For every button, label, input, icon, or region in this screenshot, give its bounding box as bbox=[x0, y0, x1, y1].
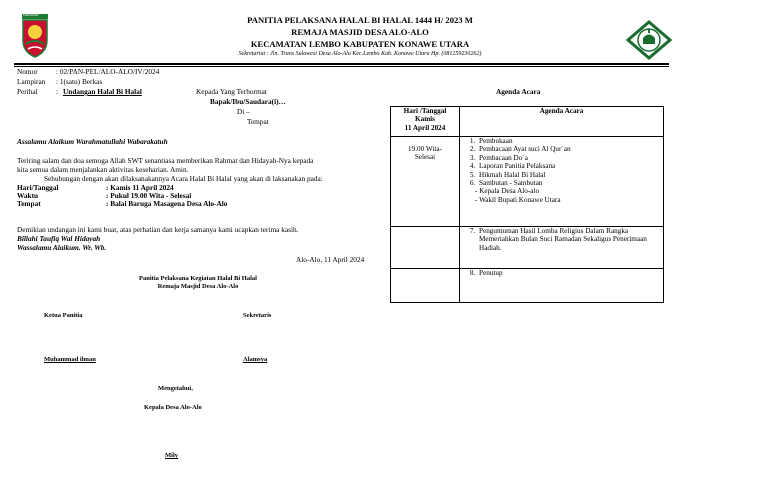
agenda-time-cell: 19.00 Wita- Selesai bbox=[391, 137, 460, 227]
org-line2: Remaja Masjid Desa Alo-Alo bbox=[157, 283, 239, 290]
agenda-table bbox=[390, 106, 664, 303]
org-line1: Panitia Pelaksana Kegiatan Halal Bi Halal bbox=[139, 275, 257, 282]
agenda-item: 6. Sambutan - Sambutan bbox=[477, 179, 660, 187]
closing-text: Demikian undangan ini kami buat, atas perhatian dan kerja samanya kami ucapkan terima kasih. bbox=[17, 225, 299, 234]
kabupaten-logo bbox=[20, 14, 50, 58]
known-label: Mengetahui, bbox=[158, 385, 193, 392]
recipient-line3: Di – bbox=[237, 107, 250, 116]
perihal-colon: : bbox=[56, 87, 59, 96]
kades-name: Mily bbox=[165, 452, 178, 459]
detail-date-value: : Kamis 11 April 2024 bbox=[106, 183, 174, 192]
place-date: Alo-Alo, 11 April 2024 bbox=[296, 255, 365, 264]
recipient-line4: Tempat bbox=[247, 117, 269, 126]
closing-salam: Wassalamu Alaikum. Wr. Wb. bbox=[17, 243, 107, 252]
recipient-line1: Kepada Yang Terhormat bbox=[196, 87, 267, 96]
agenda-item-7-cell bbox=[460, 227, 664, 269]
body-para1-a: Teriring salam dan doa semoga Allah SWT senantiasa memberikan Rahmat dan Hidayah-Nya kepada bbox=[17, 156, 314, 165]
agenda-sub-item: - Kepala Desa Alo-alo bbox=[473, 187, 660, 195]
recipient-line2: Bapak/Ibu/Saudara(i)… bbox=[210, 97, 286, 106]
detail-place-value: : Balai Baruga Masagena Desa Alo-Alo bbox=[106, 199, 228, 208]
kades-title: Kepala Desa Alo-Alo bbox=[144, 404, 202, 411]
agenda-item: 4. Laporan Panitia Pelaksana bbox=[477, 162, 660, 170]
greeting: Assalamu Alaikum Warahmatullahi Wabarakatuh bbox=[17, 137, 168, 146]
detail-place-label: Tempat bbox=[17, 199, 41, 208]
sig-sekretaris-title: Sekretaris bbox=[243, 312, 272, 319]
agenda-items-cell bbox=[460, 137, 664, 227]
header-line1: PANITIA PELAKSANA HALAL BI HALAL 1444 H/ 2023 M bbox=[247, 15, 473, 25]
lampiran-label: Lampiran bbox=[17, 77, 46, 86]
agenda-title: Agenda Acara bbox=[496, 87, 541, 96]
sig-ketua-title: Ketua Panitia bbox=[44, 312, 83, 319]
agenda-item: 7. Pengumuman Hasil Lomba Religius Dalam Rangka Memeriahkan Bulan Suci Ramadan Sekaligus Penerimaan Hadiah. bbox=[477, 227, 660, 252]
detail-time-value: : Pukul 19.00 Wita - Selesai bbox=[106, 191, 192, 200]
header-rule-thick bbox=[14, 63, 669, 65]
agenda-item-8-cell bbox=[460, 269, 664, 303]
nomor-label: Nomor bbox=[17, 67, 38, 76]
remaja-masjid-logo bbox=[626, 20, 672, 60]
body-para1-b: kita semua dalam menjalankan aktivitas keseharian. Amin. bbox=[17, 165, 189, 174]
agenda-sub-item: - Wakil Bupati Konawe Utara bbox=[473, 196, 660, 204]
header-line2: REMAJA MASJID DESA ALO-ALO bbox=[291, 27, 429, 37]
nomor-value: : 02/PAN-PEL/ALO-ALO/IV/2024 bbox=[56, 67, 160, 76]
lampiran-value: : 1(satu) Berkas bbox=[56, 77, 103, 86]
header-line3: KECAMATAN LEMBO KABUPATEN KONAWE UTARA bbox=[250, 39, 470, 49]
agenda-col-items-header: Agenda Acara bbox=[460, 107, 664, 137]
agenda-item: 8. Penutup bbox=[477, 269, 660, 277]
detail-time-label: Waktu bbox=[17, 191, 39, 200]
agenda-item: 5. Hikmah Halal Bi Halal bbox=[477, 171, 660, 179]
perihal-label: Perihal bbox=[17, 87, 38, 96]
sig-sekretaris-name: Alamsya bbox=[243, 356, 268, 363]
agenda-item: 2. Pembacaan Ayat suci Al Qur`an bbox=[477, 145, 660, 153]
sig-ketua-name: Muhammad ilman bbox=[44, 356, 96, 363]
detail-date-label: Hari/Tanggal bbox=[17, 183, 59, 192]
agenda-item: 3. Pembacaan Do`a bbox=[477, 154, 660, 162]
header-secretariat: Sekretariat : Jln. Trans Sulawesi Desa Alo-Alo Kec.Lembo Kab. Konawe Utara Hp. (081259230262) bbox=[238, 51, 482, 57]
perihal-value: Undangan Halal Bi Halal bbox=[63, 87, 142, 96]
logo-caption: KABUPATEN bbox=[23, 14, 39, 17]
closing-prayer: Billahi Taufiq Wal Hidayah bbox=[17, 234, 101, 243]
agenda-item: 1. Pembukaan bbox=[477, 137, 660, 145]
agenda-col-date-header: Hari /Tanggal Kamis 11 April 2024 bbox=[391, 107, 460, 137]
body-para2: Sehubungan dengan akan dilaksanakannya Acara Halal Bi Halal yang akan di laksanakan pada: bbox=[44, 174, 323, 183]
